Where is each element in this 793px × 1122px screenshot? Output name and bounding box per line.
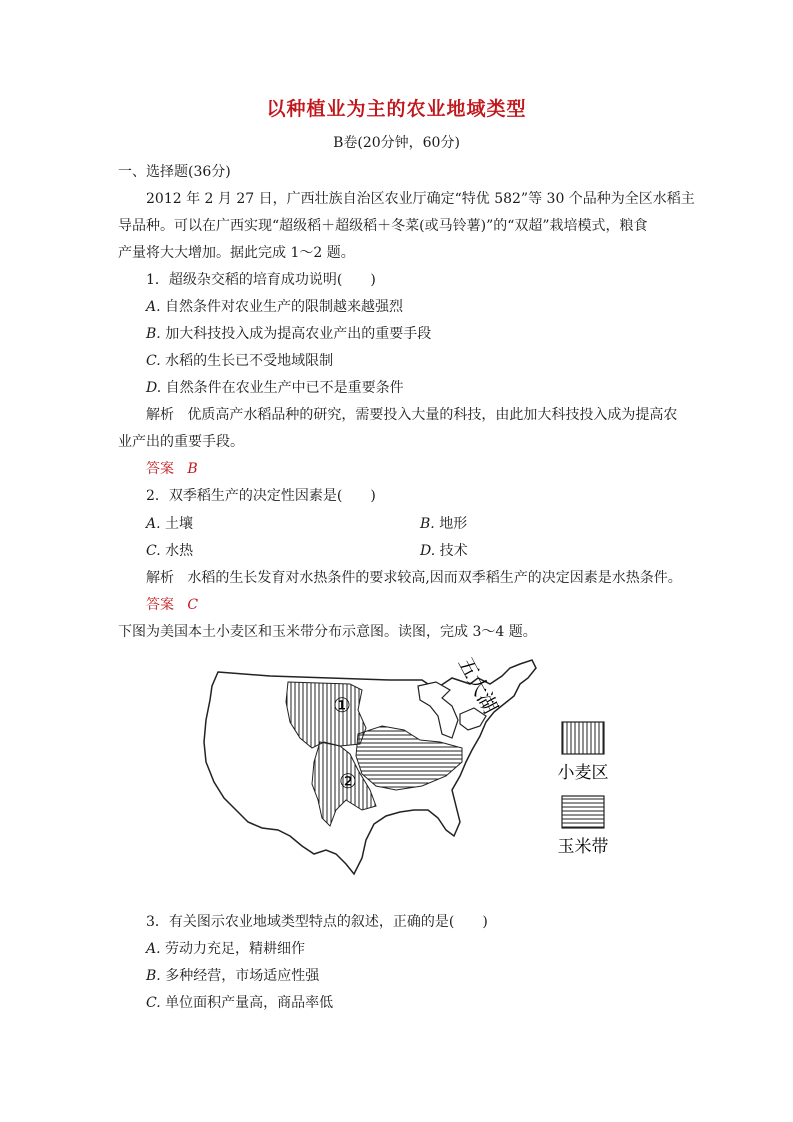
option-text: 劳动力充足，精耕细作: [165, 941, 306, 957]
option-text: 土壤: [165, 516, 194, 532]
option-label: B.: [146, 968, 161, 984]
option-text: 单位面积产量高，商品率低: [165, 995, 334, 1011]
marker-1: ①: [333, 693, 351, 717]
q3-option-b: [146, 967, 319, 985]
q2-option-c: [146, 542, 193, 560]
analysis-label: 解析: [146, 407, 174, 423]
q1-option-b: [146, 325, 431, 343]
analysis-label: 解析: [146, 570, 174, 586]
option-text: 自然条件在农业生产中已不是重要条件: [165, 380, 404, 396]
legend-corn-label: 玉米带: [557, 837, 609, 857]
q2-option-d: [420, 542, 468, 560]
page-title: 以种植业为主的农业地域类型: [266, 98, 527, 120]
option-label: A.: [146, 516, 161, 532]
q3-option-c: [146, 994, 333, 1012]
page-subtitle: B卷(20分钟，60分): [333, 135, 460, 151]
lake-label: 五大湖: [453, 653, 503, 718]
q1-option-a: [146, 298, 403, 316]
legend-corn-swatch: [562, 796, 604, 828]
option-label: D.: [420, 543, 436, 559]
option-label: C.: [146, 543, 161, 559]
q2-option-b: [420, 515, 467, 533]
usa-agriculture-map: [190, 650, 630, 890]
option-label: D.: [146, 380, 162, 396]
option-text: 多种经营，市场适应性强: [165, 968, 320, 984]
option-label: A.: [146, 299, 161, 315]
answer-label: 答案: [146, 597, 174, 613]
map-intro: 下图为美国本土小麦区和玉米带分布示意图。读图，完成 3～4 题。: [118, 624, 537, 640]
option-label: B.: [146, 326, 161, 342]
option-label: B.: [420, 516, 435, 532]
q1-answer: [146, 460, 198, 478]
answer-value: B: [187, 461, 198, 477]
option-text: 水热: [165, 543, 194, 559]
analysis-text: 优质高产水稻品种的研究，需要投入大量的科技，由此加大科技投入成为提高农: [187, 407, 678, 423]
q2-option-a: [146, 515, 193, 533]
option-text: 水稻的生长已不受地域限制: [165, 353, 334, 369]
q2-answer: [146, 596, 198, 614]
option-text: 自然条件对农业生产的限制越来越强烈: [165, 299, 404, 315]
q1-stem: 1．超级杂交稻的培育成功说明( ): [146, 272, 376, 288]
q1-analysis-line-2: 业产出的重要手段。: [118, 434, 244, 450]
q1-option-c: [146, 352, 333, 370]
answer-label: 答案: [146, 461, 174, 477]
option-label: C.: [146, 353, 161, 369]
q2-stem: 2．双季稻生产的决定性因素是( ): [146, 488, 376, 504]
q1-analysis-line-1: [146, 406, 677, 424]
legend-wheat-label: 小麦区: [557, 763, 609, 783]
option-text: 技术: [439, 543, 468, 559]
intro-line-3: 产量将大大增加。据此完成 1～2 题。: [118, 245, 355, 261]
intro-line-2: 导品种。可以在广西实现“超级稻＋超级稻＋冬菜(或马铃薯)”的“双超”栽培模式，粮食: [118, 218, 648, 234]
option-label: A.: [146, 941, 161, 957]
wheat-area-north: [286, 682, 366, 748]
analysis-text: 水稻的生长发育对水热条件的要求较高,因而双季稻生产的决定因素是水热条件。: [187, 570, 682, 586]
section-heading: 一、选择题(36分): [118, 164, 231, 180]
q3-option-a: [146, 940, 305, 958]
q1-option-d: [146, 379, 404, 397]
q3-stem: 3．有关图示农业地域类型特点的叙述，正确的是( ): [146, 914, 488, 930]
option-label: C.: [146, 995, 161, 1011]
legend-wheat-swatch: [562, 722, 604, 754]
intro-line-1: 2012 年 2 月 27 日，广西壮族自治区农业厅确定“特优 582”等 30 个品种为全区水稻主: [146, 191, 695, 207]
option-text: 地形: [439, 516, 468, 532]
marker-2: ②: [339, 769, 357, 793]
option-text: 加大科技投入成为提高农业产出的重要手段: [165, 326, 432, 342]
q2-analysis: [146, 569, 682, 587]
answer-value: C: [187, 597, 199, 613]
